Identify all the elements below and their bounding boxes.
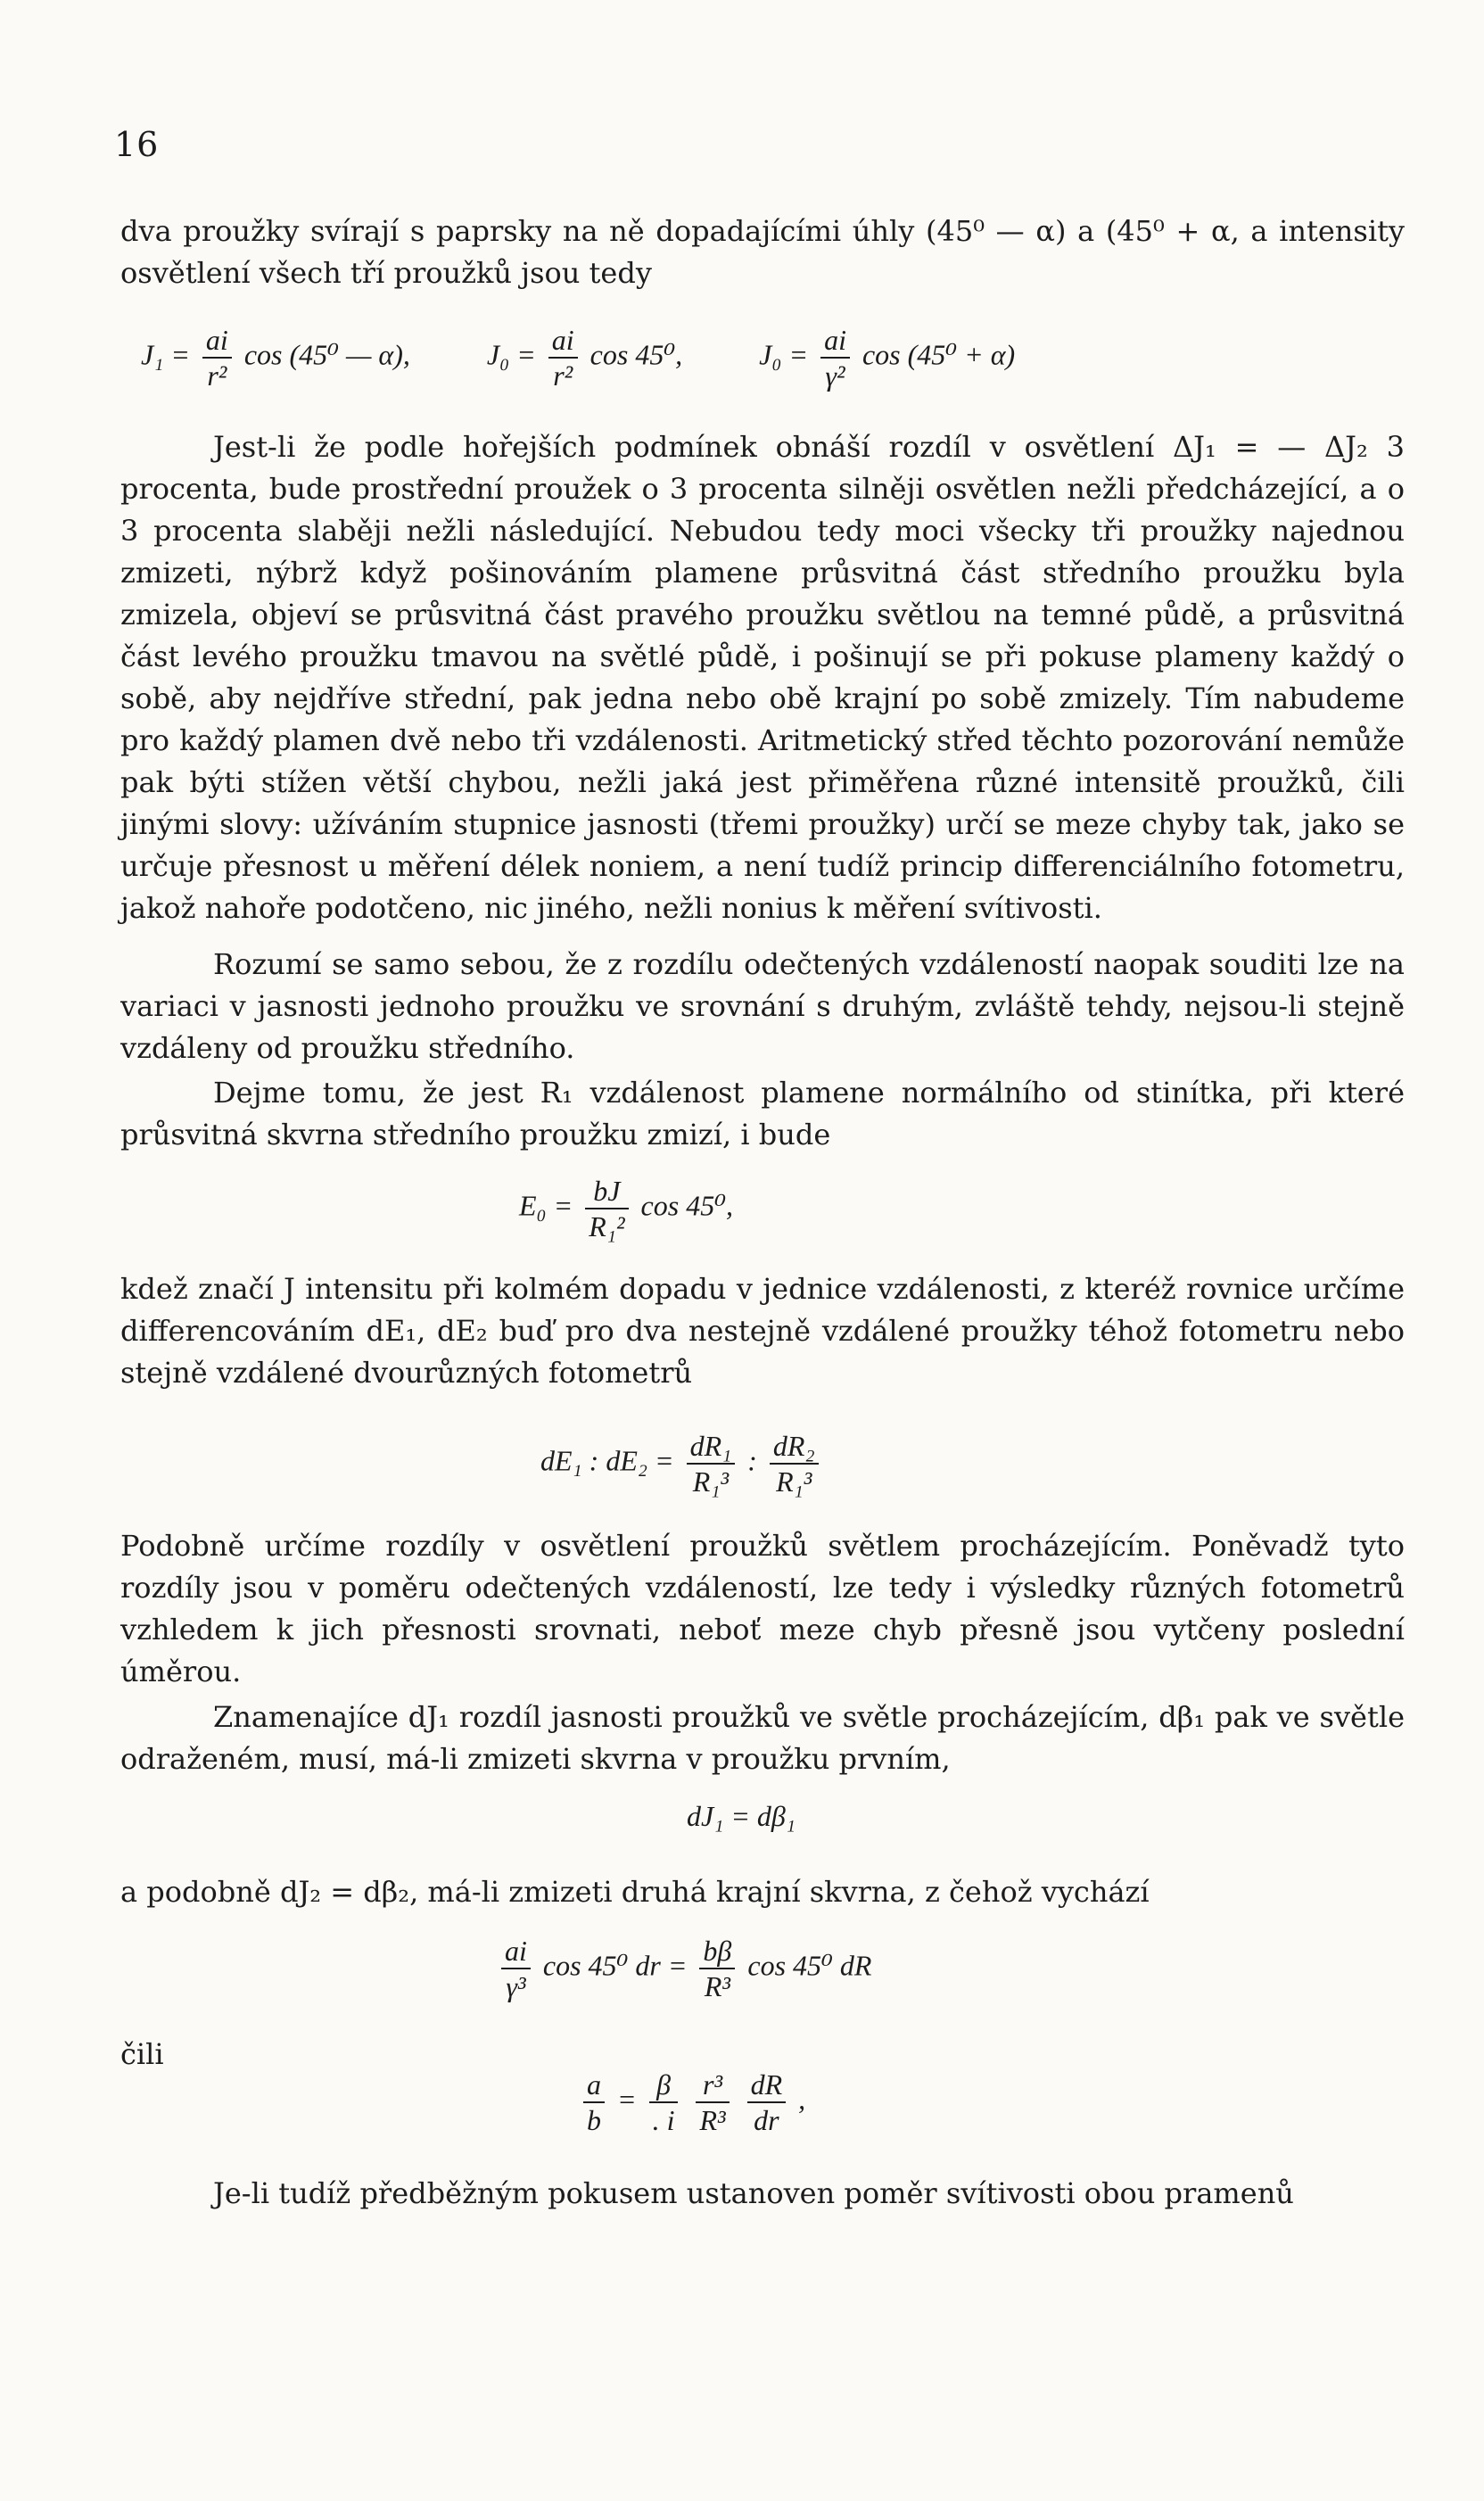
eq-e0-fraction <box>585 1174 628 1243</box>
eq-e0-denominator: R₁² <box>589 1210 625 1242</box>
eq-ratio-numerator-4: dR <box>747 2068 787 2103</box>
eq-j1-fraction <box>202 323 232 392</box>
eq-e0-tail: cos 45⁰, <box>640 1189 734 1222</box>
eq-de-lhs: dE₁ : dE₂ = <box>540 1444 674 1477</box>
paragraph-comparison: Podobně určíme rozdíly v osvětlení proužků světlem procházejícím. Poněvadž tyto rozdíly jsou v poměru odečtených vzdáleností, lze tedy i výsledky různých fotometrů vzhledem k jich přesnosti srovnati, neboť meze chyb přesně jsou vytčeny poslední úměrou. <box>120 1529 1405 1688</box>
equation-ratio <box>578 2068 805 2137</box>
eq-j1-lhs: J₁ = <box>141 338 190 371</box>
eq-ratio-numerator-3: r³ <box>696 2068 729 2103</box>
eq-cos-numerator-1: ai <box>501 1934 531 1969</box>
eq-ratio-denominator-4: dr <box>754 2104 779 2136</box>
eq-j2-denominator: γ² <box>825 359 845 392</box>
eq-ratio-tail: , <box>798 2083 806 2116</box>
eq-ratio-numerator-2: β <box>649 2068 679 2103</box>
eq-cos-middle: cos 45⁰ dr = <box>542 1949 688 1982</box>
eq-cos-numerator-2: bβ <box>699 1934 735 1969</box>
paragraph-conditions: Jest-li že podle hořejších podmínek obnáší rozdíl v osvětlení ΔJ₁ = — ΔJ₂ 3 procenta, bude prostřední proužek o 3 procenta silněji osvětlen nežli předcházející, a o 3 procenta slaběji nežli následující. Nebudou tedy moci všecky tři proužky najednou zmizeti, nýbrž když pošinováním plamene průsvitná část středního proužku byla zmizela, objeví se průsvitná část pravého proužku světlou na temné půdě, a průsvitná část levého proužku tmavou na světlé půdě, i pošinují se při pokuse plameny každý o sobě, aby nejdříve střední, pak jedna nebo obě krajní po sobě zmizely. Tím nabudeme pro každý plamen dvě nebo tři vzdálenosti. Aritmetický střed těchto pozorování nemůže pak býti stížen větší chybou, nežli jaká jest přiměřena různé intensitě proužků, čili jinými slovy: užíváním stupnice jasnosti (třemi proužky) určí se meze chyby tak, jako se určuje přesnost u měření délek noniem, a není tudíž princip differenciálního fotometru, jakož nahoře podotčeno, nic jiného, nežli nonius k měření svítivosti. <box>120 430 1405 925</box>
eq-e0-lhs: E₀ = <box>519 1189 573 1222</box>
eq-ratio-fraction-2 <box>649 2068 679 2137</box>
eq-cos-denominator-2: R³ <box>704 1970 730 2002</box>
eq-j1-numerator: ai <box>202 323 232 359</box>
equation-cos-relation <box>496 1934 871 2003</box>
eq-ratio-denominator-1: b <box>587 2104 601 2136</box>
eq-de-fraction-2 <box>770 1429 819 1498</box>
eq-j0-denominator: r² <box>553 359 573 392</box>
eq-cos-denominator-1: γ³ <box>506 1970 526 2002</box>
equation-intensities <box>141 323 1015 392</box>
equation-e0 <box>519 1174 733 1243</box>
paragraph-similarly: a podobně dJ₂ = dβ₂, má-li zmizeti druhá krajní skvrna, z čehož vychází <box>120 1875 1150 1909</box>
eq-j2-tail: cos (45⁰ + α) <box>862 338 1016 371</box>
eq-de-numerator-2: dR₂ <box>770 1429 819 1465</box>
eq-ratio-numerator-1: a <box>583 2068 605 2103</box>
paragraph-brightness: Znamenajíce dJ₁ rozdíl jasnosti proužků ve světle procházejícím, dβ₁ pak ve světle odraženém, musí, má-li zmizeti skvrna v proužku prvním, <box>120 1700 1405 1776</box>
eq-de-fraction-1 <box>687 1429 736 1498</box>
eq-j1-tail: cos (45⁰ — α), <box>243 338 410 371</box>
eq-j2-fraction <box>820 323 850 392</box>
eq-j2-lhs: J₀ = <box>759 338 809 371</box>
eq-ratio-fraction-1 <box>583 2068 605 2137</box>
eq-de-denominator-2: R₁³ <box>776 1465 812 1498</box>
eq-ratio-denominator-3: R³ <box>699 2104 726 2136</box>
eq-cos-fraction-2 <box>699 1934 735 2003</box>
eq-ratio-fraction-3 <box>696 2068 729 2137</box>
eq-j0-lhs: J₀ = <box>486 338 536 371</box>
eq-j0-fraction <box>548 323 578 392</box>
eq-e0-numerator: bJ <box>585 1174 628 1209</box>
eq-ratio-fraction-4 <box>747 2068 787 2137</box>
label-cili: čili <box>120 2037 164 2071</box>
eq-de-denominator-1: R₁³ <box>692 1465 730 1498</box>
paragraph-differencing: kdež značí J intensitu při kolmém dopadu v jednice vzdálenosti, z kteréž rovnice určíme differencováním dE₁, dE₂ buď pro dva nestejně vzdálené proužky téhož fotometru nebo stejně vzdálené dvourůzných fotometrů <box>120 1272 1405 1390</box>
eq-ratio-denominator-2: . i <box>652 2104 675 2136</box>
equation-dj1: dJ₁ = dβ₁ <box>687 1800 796 1832</box>
eq-ratio-equals: = <box>617 2083 637 2116</box>
eq-de-numerator-1: dR₁ <box>687 1429 736 1465</box>
eq-j0-tail: cos 45⁰, <box>589 338 683 371</box>
page-number: 16 <box>114 125 160 164</box>
eq-j2-numerator: ai <box>820 323 850 359</box>
paragraph-variation: Rozumí se samo sebou, že z rozdílu odečtených vzdáleností naopak souditi lze na variaci v jasnosti jednoho proužku ve srovnání s druhým, zvláště tehdy, nejsou-li stejně vzdáleny od proužku středního. <box>120 947 1405 1065</box>
paragraph-intro: dva proužky svírají s paprsky na ně dopadajícími úhly (45⁰ — α) a (45⁰ + α, a intensity osvětlení všech tří proužků jsou tedy <box>120 214 1405 290</box>
paragraph-final: Je-li tudíž předběžným pokusem ustanoven poměr svítivosti obou pramenů <box>213 2176 1294 2210</box>
equation-de-ratio <box>540 1429 824 1498</box>
eq-j0-numerator: ai <box>548 323 578 359</box>
eq-cos-tail: cos 45⁰ dR <box>747 1949 872 1982</box>
paragraph-distance: Dejme tomu, že jest R₁ vzdálenost plamene normálního od stinítka, při které průsvitná skvrna středního proužku zmizí, i bude <box>120 1076 1405 1151</box>
eq-de-colon: : <box>747 1444 757 1477</box>
eq-cos-fraction-1 <box>501 1934 531 2003</box>
eq-j1-denominator: r² <box>207 359 227 392</box>
